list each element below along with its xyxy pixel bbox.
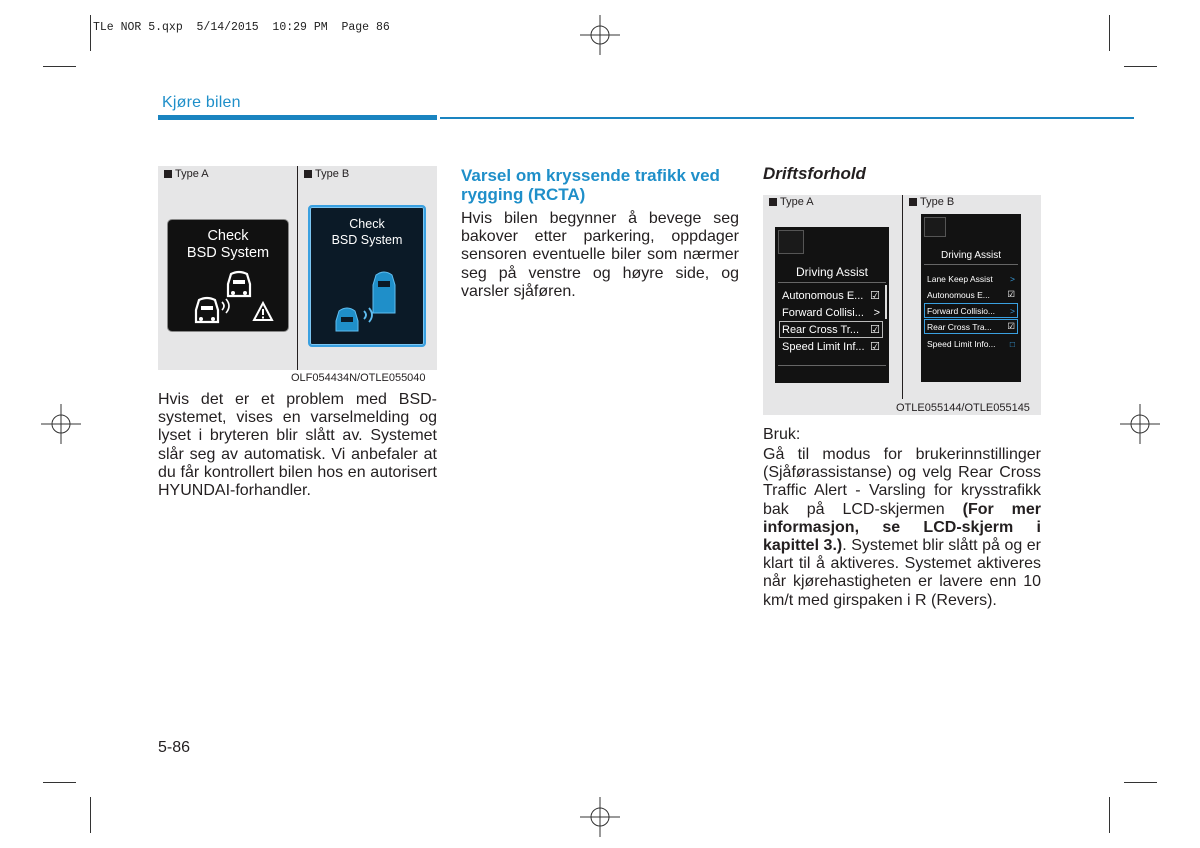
car-warning-icon — [168, 268, 288, 330]
crop-mark — [90, 797, 91, 833]
bsd-figure — [158, 166, 437, 370]
driftsforhold-text-2: . Systemet blir slått på og er klart til å aktiveres. Systemet aktiveres når kjørehastigheten er lavere enn 10 km/t med girspaken i R (Revers). — [763, 537, 1041, 609]
bsd-figure-code: OLF054434N/OTLE055040 — [291, 372, 426, 384]
crop-mark — [1109, 15, 1110, 51]
menu-tab-icon — [778, 230, 804, 254]
lcd-a-separator — [778, 282, 886, 283]
lcd-b-item-speed-limit[interactable]: Speed Limit Info... □ — [927, 338, 1015, 349]
screen-b-line-2: BSD System — [331, 233, 403, 247]
header-rule-left — [158, 115, 437, 120]
header-rule-right — [440, 117, 1134, 119]
section-title: Kjøre bilen — [162, 94, 241, 111]
type-a-label: Type A — [164, 168, 209, 180]
screen-a-line-2: BSD System — [186, 245, 270, 261]
checkbox-icon: ☑ — [1007, 321, 1015, 331]
lcd-figure-code: OTLE055144/OTLE055145 — [896, 402, 1030, 414]
lcd-screen-type-a — [775, 227, 889, 383]
screen-a-line-1: Check — [207, 228, 249, 244]
crop-mark — [43, 782, 76, 783]
lcd-screen-type-b — [921, 214, 1021, 382]
bsd-paragraph: Hvis det er et problem med BSD-systemet, vises en varselmelding og lyset i bryteren blir slått av. Systemet slår seg av automatisk. Vi anbefaler at du får kontrollert bilen hos en autorisert HYUNDAI-forhandler. — [158, 391, 437, 500]
square-bullet-icon — [769, 198, 777, 206]
lcd-a-item-speed-limit[interactable]: Speed Limit Inf... ☑ — [782, 340, 880, 353]
lcd-b-item-lane-keep[interactable]: Lane Keep Assist > — [927, 273, 1015, 284]
checkbox-icon: ☑ — [870, 324, 880, 336]
lcd-reference: (For mer informasjon, se LCD-skjerm i kapittel 3.) — [763, 500, 1042, 555]
lcd-type-a-label: Type A — [769, 196, 814, 208]
checkbox-icon: ☑ — [870, 290, 880, 302]
car-sensor-icon — [310, 255, 424, 345]
registration-mark-top — [580, 15, 620, 55]
bsd-screen-type-b — [308, 205, 426, 347]
lcd-b-title: Driving Assist — [940, 250, 1001, 261]
registration-mark-bottom — [580, 797, 620, 837]
checkbox-icon: ☑ — [1007, 289, 1015, 299]
driftsforhold-heading: Driftsforhold — [763, 164, 866, 183]
lcd-a-item-autonomous[interactable]: Autonomous E... ☑ — [782, 289, 880, 302]
menu-tab-icon — [924, 217, 946, 237]
registration-mark-left — [41, 404, 81, 444]
crop-mark — [90, 15, 91, 51]
lcd-a-title: Driving Assist — [795, 265, 869, 279]
lcd-a-scrollbar[interactable] — [885, 285, 887, 319]
lcd-type-b-label: Type B — [909, 196, 954, 208]
lcd-a-item-rear-cross[interactable]: Rear Cross Tr... ☑ — [779, 321, 883, 338]
crop-mark — [1109, 797, 1110, 833]
lcd-b-item-forward-collision[interactable]: Forward Collisio... > — [924, 303, 1018, 318]
rcta-heading: Varsel om kryssende trafikk ved rygging (RCTA) — [461, 166, 720, 204]
crop-mark — [43, 66, 76, 67]
driftsforhold-paragraph — [763, 446, 1041, 610]
driftsforhold-text-1: Gå til modus for brukerinnstillinger (Sjåførassistanse) og velg Rear Cross Traffic Alert - Varsling for krysstrafikk bak på LCD-skjermen — [763, 446, 1041, 518]
checkbox-icon: □ — [1009, 338, 1015, 349]
lcd-b-item-rear-cross[interactable]: Rear Cross Tra... ☑ — [924, 319, 1018, 334]
chevron-right-icon: > — [1010, 305, 1015, 316]
crop-mark — [1124, 782, 1157, 783]
lcd-figure-divider — [902, 195, 903, 399]
print-header: TLe NOR 5.qxp 5/14/2015 10:29 PM Page 86 — [93, 21, 390, 34]
lcd-b-separator — [924, 264, 1018, 265]
square-bullet-icon — [164, 170, 172, 178]
square-bullet-icon — [909, 198, 917, 206]
square-bullet-icon — [304, 170, 312, 178]
lcd-a-item-forward-collision[interactable]: Forward Collisi... > — [782, 306, 880, 319]
page-number: 5-86 — [158, 739, 191, 756]
figure-divider — [297, 166, 298, 370]
crop-mark — [1124, 66, 1157, 67]
lcd-a-bottom-separator — [778, 365, 886, 366]
chevron-right-icon: > — [873, 306, 880, 319]
screen-b-line-1: Check — [349, 217, 385, 231]
lcd-figure — [763, 195, 1041, 415]
bsd-screen-type-a — [167, 219, 289, 332]
rcta-paragraph: Hvis bilen begynner å bevege seg bakover etter parkering, oppdager sensoren eventuelle biler som nærmer seg på venstre og høyre side, og varsler sjåføren. — [461, 210, 739, 300]
bruk-label: Bruk: — [763, 426, 801, 443]
checkbox-icon: ☑ — [870, 341, 880, 353]
registration-mark-right — [1120, 404, 1160, 444]
chevron-right-icon: > — [1010, 273, 1015, 284]
type-b-label: Type B — [304, 168, 349, 180]
lcd-b-item-autonomous[interactable]: Autonomous E... ☑ — [927, 289, 1015, 300]
